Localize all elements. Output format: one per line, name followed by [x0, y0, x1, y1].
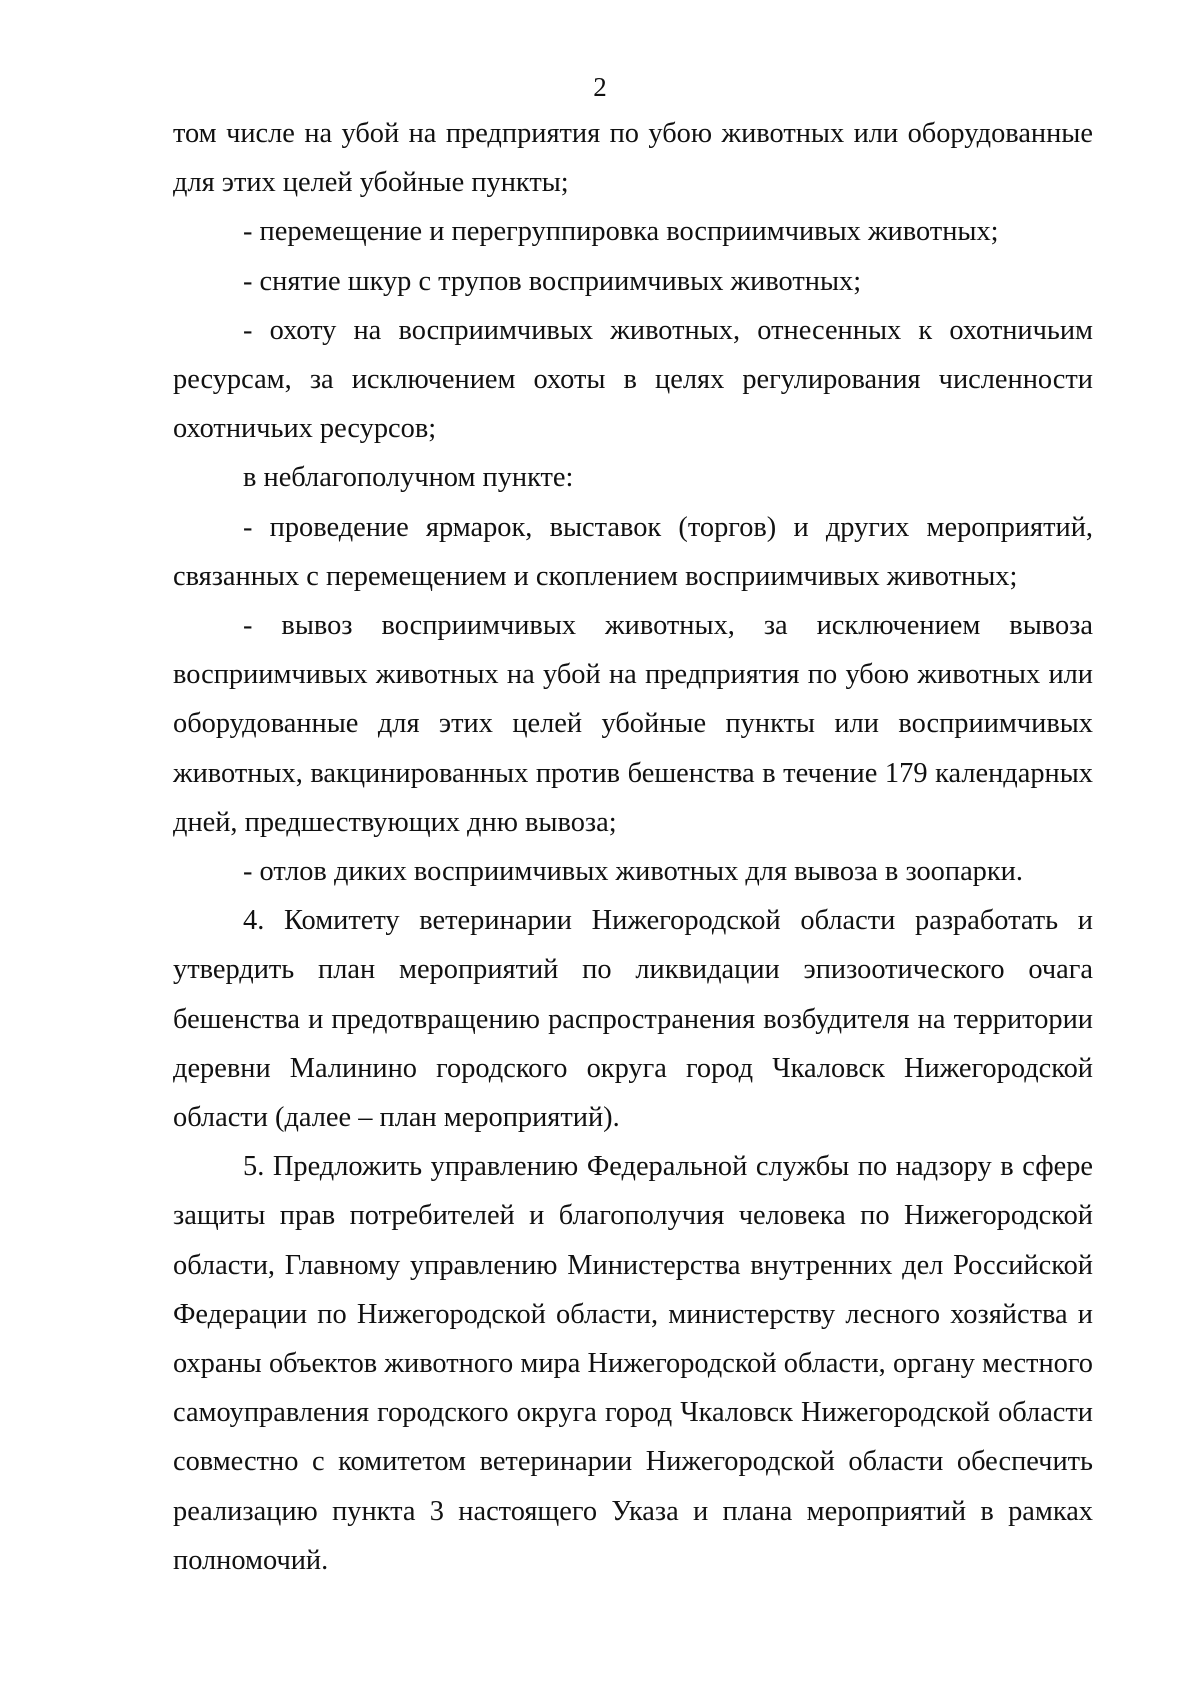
paragraph: - снятие шкур с трупов восприимчивых животных; [243, 265, 862, 297]
paragraph: 5. Предложить управлению Федеральной службы по надзору в сфере защиты прав потребителей и благополучия человека по Нижегородской области, Главному управлению Министерства внутренних дел Российской Федерации по Нижегородской области, министерству лесного хозяйства и охраны объектов животного мира Нижегородской области, органу местного самоуправления городского округа город Чкаловск Нижегородской области совместно с комитетом ветеринарии Нижегородской области обеспечить реализацию пункта 3 настоящего Указа и плана мероприятий в рамках полномочий. [173, 1151, 1093, 1576]
document-body [173, 109, 1093, 1585]
paragraph: - проведение ярмарок, выставок (торгов) и других мероприятий, связанных с перемещением и скоплением восприимчивых животных; [173, 511, 1093, 592]
paragraph: - отлов диких восприимчивых животных для вывоза в зоопарки. [243, 856, 1023, 888]
paragraph: том числе на убой на предприятия по убою животных или оборудованные для этих целей убойные пункты; [173, 118, 1093, 199]
paragraph: - охоту на восприимчивых животных, отнесенных к охотничьим ресурсам, за исключением охоты в целях регулирования численности охотничьих ресурсов; [173, 314, 1093, 445]
paragraph: - вывоз восприимчивых животных, за исключением вывоза восприимчивых животных на убой на предприятия по убою животных или оборудованные для этих целей убойные пункты или восприимчивых животных, вакцинированных против бешенства в течение 179 календарных дней, предшествующих дню вывоза; [173, 610, 1093, 838]
paragraph: в неблагополучном пункте: [243, 462, 574, 494]
page-number: 2 [593, 72, 607, 102]
paragraph: - перемещение и перегруппировка восприимчивых животных; [243, 216, 999, 248]
paragraph: 4. Комитету ветеринарии Нижегородской области разработать и утвердить план мероприятий по ликвидации эпизоотического очага бешенства и предотвращению распространения возбудителя на территории деревни Малинино городского округа город Чкаловск Нижегородской области (далее – план мероприятий). [173, 905, 1093, 1134]
